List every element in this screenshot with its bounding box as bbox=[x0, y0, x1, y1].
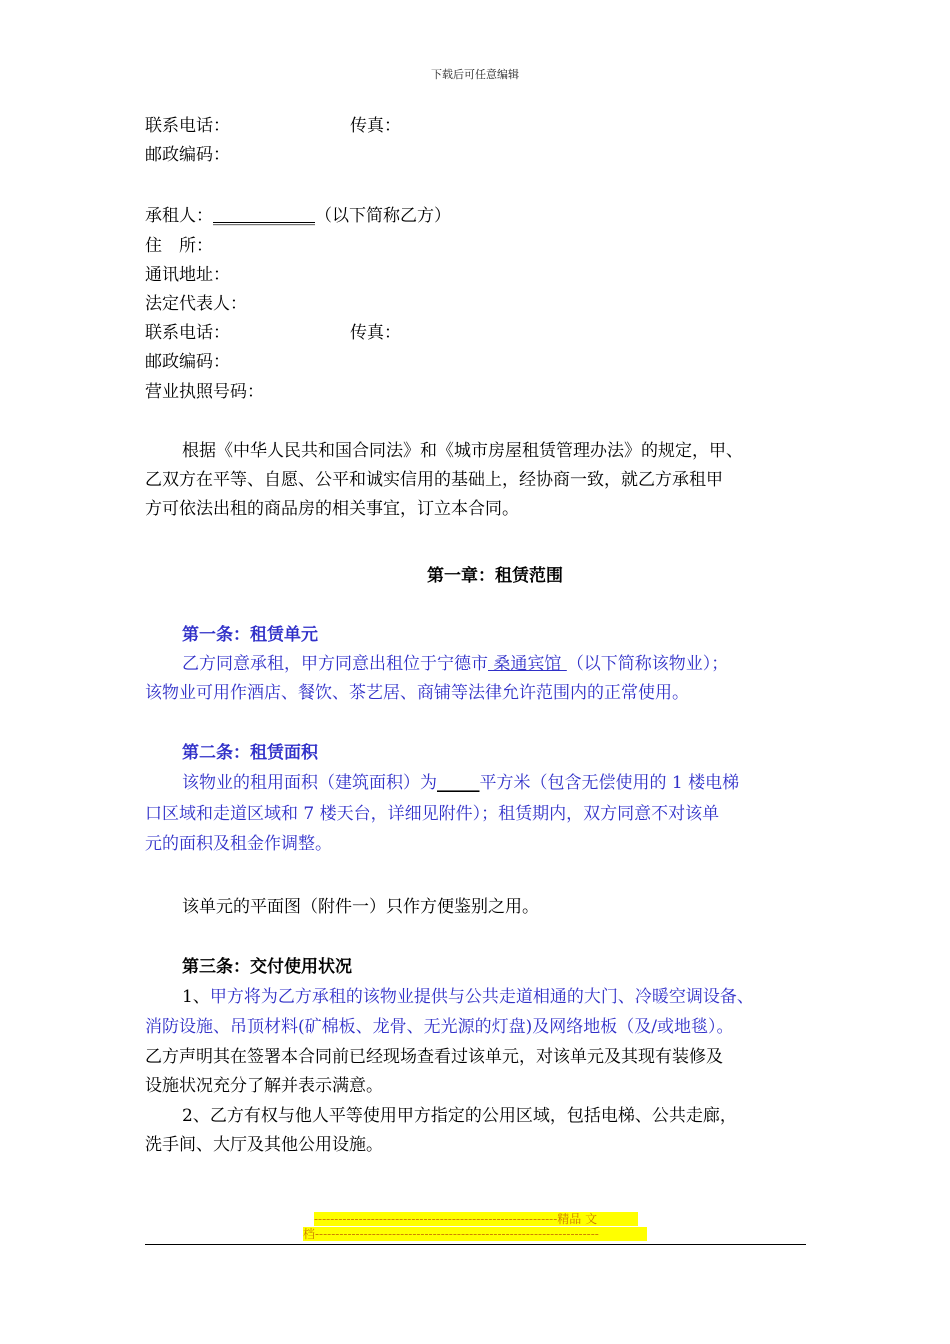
article-3-p2-line-2: 洗手间、大厅及其他公用设施。 bbox=[145, 1135, 383, 1155]
article-2-title: 第二条：租赁面积 bbox=[182, 743, 318, 763]
footer-line-1: ------------------------------------------------------------精品 文 bbox=[314, 1212, 638, 1226]
lessee-line bbox=[145, 206, 451, 226]
article-1-line-1 bbox=[182, 654, 728, 674]
article-2-line-2: 口区域和走道区域和 7 楼天台，详细见附件）；租赁期内，双方同意不对该单 bbox=[145, 804, 720, 824]
article-2-text-c: 平方米（包含无偿使用的 1 楼电梯 bbox=[479, 773, 740, 793]
chapter-1-title: 第一章：租赁范围 bbox=[427, 566, 563, 586]
preamble-line-3: 方可依法出租的商品房的相关事宜，订立本合同。 bbox=[145, 499, 519, 519]
article-3-p1-line-1 bbox=[182, 987, 754, 1007]
lessor-phone-label: 联系电话： bbox=[145, 116, 230, 136]
lessee-blank: ____________ bbox=[213, 206, 315, 226]
article-3-p1-line-2: 消防设施、吊顶材料(矿棉板、龙骨、无光源的灯盘)及网络地板（及/或地毯）。 bbox=[145, 1017, 734, 1037]
lessor-fax-label: 传真： bbox=[350, 116, 401, 136]
article-2-line-3: 元的面积及租金作调整。 bbox=[145, 834, 332, 854]
article-2-text-a: 该物业的租用面积（建筑面积）为 bbox=[182, 773, 437, 793]
article-1-line-2: 该物业可用作酒店、餐饮、茶艺居、商铺等法律允许范围内的正常使用。 bbox=[145, 683, 689, 703]
article-3-p2-line-1: 2、乙方有权与他人平等使用甲方指定的公用区域，包括电梯、公共走廊， bbox=[182, 1106, 737, 1126]
lessor-postcode-label: 邮政编码： bbox=[145, 145, 230, 165]
lessee-suffix: （以下简称乙方） bbox=[315, 206, 451, 226]
lessee-phone-label: 联系电话： bbox=[145, 323, 230, 343]
preamble-line-2: 乙双方在平等、自愿、公平和诚实信用的基础上，经协商一致，就乙方承租甲 bbox=[145, 470, 723, 490]
page-header: 下载后可任意编辑 bbox=[431, 68, 519, 81]
lessee-legal-rep-label: 法定代表人： bbox=[145, 294, 247, 314]
lessee-label: 承租人： bbox=[145, 206, 213, 226]
article-3-p1-line-3: 乙方声明其在签署本合同前已经现场查看过该单元，对该单元及其现有装修及 bbox=[145, 1047, 723, 1067]
preamble-line-1: 根据《中华人民共和国合同法》和《城市房屋租赁管理办法》的规定，甲、 bbox=[182, 441, 743, 461]
area-blank: _____ bbox=[437, 773, 480, 793]
lessee-address-label: 住 所： bbox=[145, 236, 213, 256]
article-2-line-1 bbox=[182, 773, 739, 793]
footer-rule bbox=[145, 1244, 806, 1245]
article-3-p1-number: 1、 bbox=[182, 987, 210, 1007]
article-3-p1-text-1: 甲方将为乙方承租的该物业提供与公共走道相通的大门、冷暖空调设备、 bbox=[209, 987, 754, 1007]
article-1-text-a: 乙方同意承租，甲方同意出租位于宁德市 bbox=[182, 654, 488, 674]
article-1-text-c: （以下简称该物业）； bbox=[566, 654, 729, 674]
article-3-title: 第三条：交付使用状况 bbox=[182, 957, 352, 977]
lessee-mail-address-label: 通讯地址： bbox=[145, 265, 230, 285]
article-1-title: 第一条：租赁单元 bbox=[182, 625, 318, 645]
lessee-postcode-label: 邮政编码： bbox=[145, 352, 230, 372]
floor-plan-note: 该单元的平面图（附件一）只作方便鉴别之用。 bbox=[182, 897, 539, 917]
article-3-p1-line-4: 设施状况充分了解并表示满意。 bbox=[145, 1076, 383, 1096]
lessee-license-label: 营业执照号码： bbox=[145, 382, 264, 402]
footer-line-2: 档---------------------------------------------------------------------- bbox=[303, 1227, 647, 1241]
property-name: 桑通宾馆 bbox=[488, 654, 567, 674]
lessee-fax-label: 传真： bbox=[350, 323, 401, 343]
